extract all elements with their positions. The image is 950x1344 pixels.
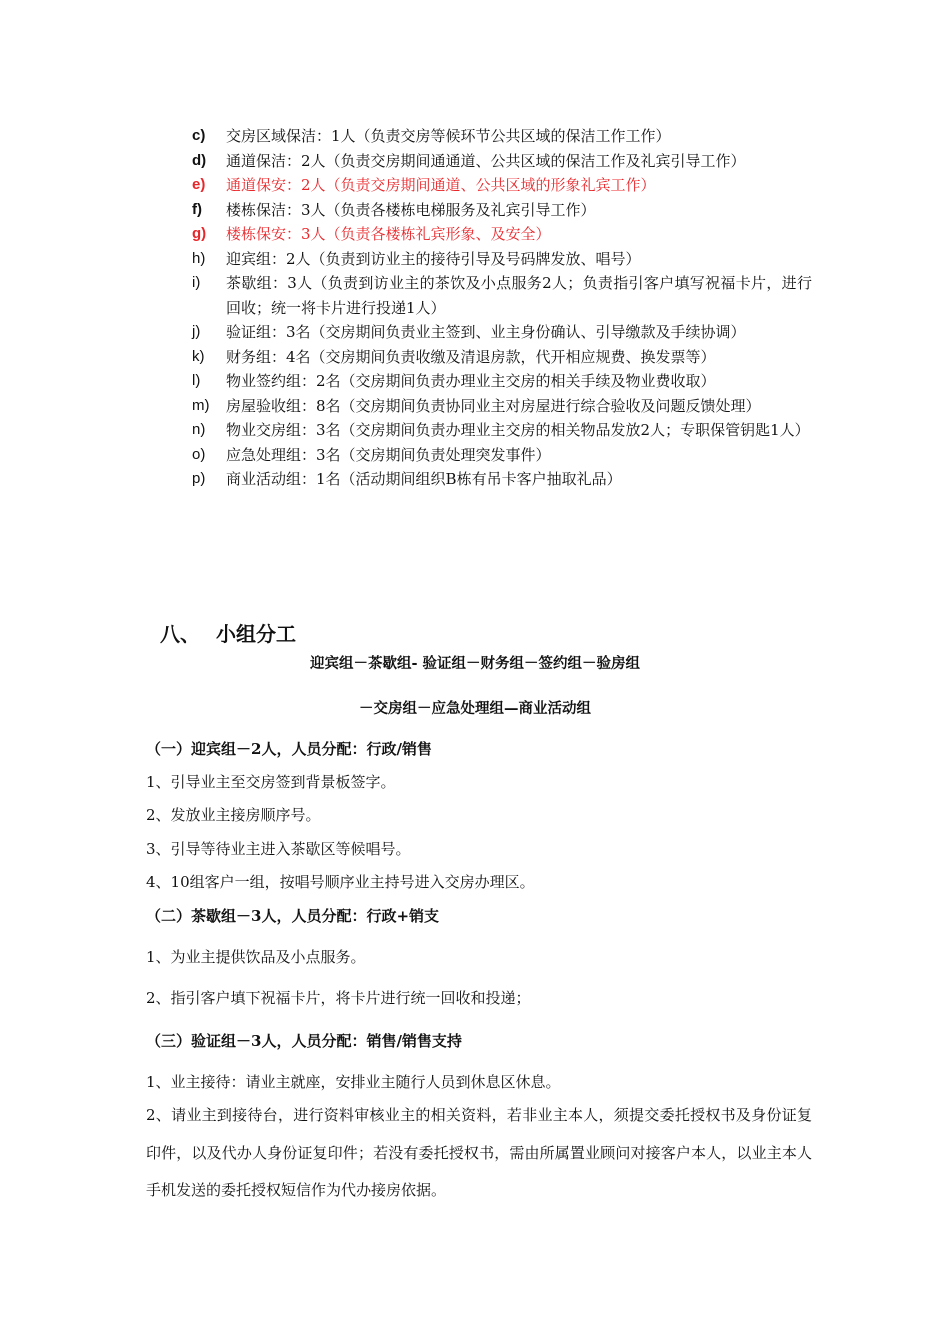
group-1-step: 4、10组客户一组，按唱号顺序业主持号进入交房办理区。 [146,873,535,891]
list-marker: h) [192,249,206,267]
list-item-text: 楼栋保安：3人（负责各楼栋礼宾形象、及安全） [226,225,551,243]
list-item-text: 通道保安：2人（负责交房期间通道、公共区域的形象礼宾工作） [226,176,656,194]
flow-line-2: －交房组－应急处理组—商业活动组 [359,701,591,717]
section-number: 八、 [160,622,200,646]
list-item-text: 验证组：3名（交房期间负责业主签到、业主身份确认、引导缴款及手续协调） [226,323,746,341]
list-item [192,345,812,370]
list-marker: e) [192,176,206,193]
list-item [192,369,812,394]
list-item-text: 茶歇组：3人（负责到访业主的茶饮及小点服务2人；负责指引客户填写祝福卡片，进行回收；统一将卡片进行投递1人） [226,274,812,317]
list-item [192,320,812,345]
list-marker: f) [192,200,202,218]
list-item-text: 通道保洁：2人（负责交房期间通通道、公共区域的保洁工作及礼宾引导工作） [226,151,746,170]
group-3-step: 2、请业主到接待台，进行资料审核业主的相关资料，若非业主本人，须提交委托授权书及身份证复印件，以及代办人身份证复印件；若没有委托授权书，需由所属置业顾问对接客户本人，以业主本人手机发送的委托授权短信作为代办接房依据。 [146,1106,812,1199]
list-item [192,443,812,468]
list-marker: n) [192,421,206,438]
list-item [192,149,812,174]
group-1-step: 2、发放业主接房顺序号。 [146,806,321,824]
group-2-step: 2、指引客户填下祝福卡片，将卡片进行统一回收和投递； [146,989,531,1007]
group-2-step: 1、为业主提供饮品及小点服务。 [146,948,366,966]
list-marker: d) [192,151,207,169]
group-3-step: 1、业主接待：请业主就座，安排业主随行人员到休息区休息。 [146,1073,561,1091]
list-item-highlighted [192,173,812,198]
list-marker: m) [192,396,210,414]
list-item [192,247,812,272]
list-item-text: 交房区域保洁：1人（负责交房等候环节公共区域的保洁工作工作） [226,127,671,145]
list-item-text: 迎宾组：2人（负责到访业主的接待引导及号码牌发放、唱号） [226,249,641,268]
list-marker: c) [192,127,206,144]
list-item-text: 商业活动组：1名（活动期间组织B栋有吊卡客户抽取礼品） [226,470,622,488]
list-item-highlighted [192,222,812,247]
list-marker: p) [192,470,206,487]
list-marker: j) [192,323,201,340]
staffing-list [192,124,812,492]
list-item-text: 物业交房组：3名（交房期间负责办理业主交房的相关物品发放2人；专职保管钥匙1人） [226,421,810,439]
section-heading [160,618,296,647]
flow-line-1: 迎宾组－茶歇组- 验证组－财务组－签约组－验房组 [309,656,641,672]
list-item [192,124,812,149]
list-item-text: 物业签约组：2名（交房期间负责办理业主交房的相关手续及物业费收取） [226,372,716,390]
list-item-text: 楼栋保洁：3人（负责各楼栋电梯服务及礼宾引导工作） [226,200,596,219]
group-1-step: 3、引导等待业主进入茶歇区等候唱号。 [146,840,411,858]
list-marker: o) [192,445,206,463]
list-item-text: 应急处理组：3名（交房期间负责处理突发事件） [226,445,551,464]
list-item [192,271,812,320]
list-marker: g) [192,225,207,242]
list-item-text: 房屋验收组：8名（交房期间负责协同业主对房屋进行综合验收及问题反馈处理） [226,396,761,415]
group-2-title: （二）茶歇组－3人，人员分配：行政+销支 [146,907,440,925]
list-item [192,418,812,443]
list-item-text: 财务组：4名（交房期间负责收缴及清退房款，代开相应规费、换发票等） [226,347,716,366]
group-1-title: （一）迎宾组－2人，人员分配：行政/销售 [146,740,432,758]
group-3-title: （三）验证组－3人，人员分配：销售/销售支持 [146,1032,462,1050]
list-item [192,394,812,419]
list-item [192,198,812,223]
list-item [192,467,812,492]
group-1-step: 1、引导业主至交房签到背景板签字。 [146,773,396,791]
list-marker: k) [192,347,205,365]
section-title: 小组分工 [216,622,296,646]
list-marker: l) [192,372,201,389]
list-marker: i) [192,274,201,291]
